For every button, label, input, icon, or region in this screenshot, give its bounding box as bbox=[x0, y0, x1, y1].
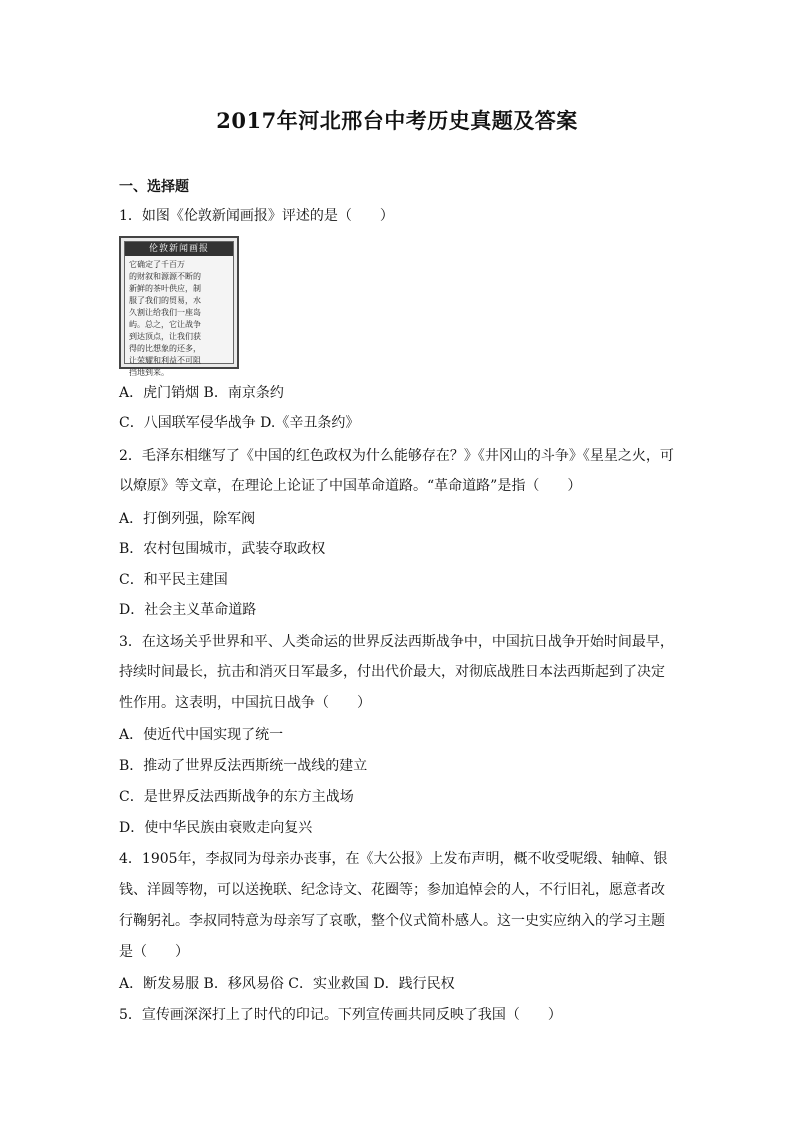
newspaper-clipping-image bbox=[119, 236, 239, 377]
question-1-option: C．八国联军侵华战争 D.《辛丑条约》 bbox=[119, 415, 360, 431]
clipping-line: 服了我们的贸易，水 bbox=[129, 296, 201, 305]
question-2-option: A．打倒列强，除军阀 bbox=[119, 511, 256, 527]
clipping-line: 挡地到来。 bbox=[129, 368, 169, 377]
question-2-option: B．农村包围城市，武装夺取政权 bbox=[119, 541, 326, 557]
clipping-line: 到达顶点，让我们获 bbox=[129, 332, 201, 341]
question-2-option: C．和平民主建国 bbox=[119, 572, 228, 588]
question-2-option: D．社会主义革命道路 bbox=[119, 602, 257, 618]
clipping-line: 的财叙和源源不断的 bbox=[129, 272, 201, 281]
page-title: 2017年河北邢台中考历史真题及答案 bbox=[216, 108, 578, 133]
clipping-line: 屿。总之，它让战争 bbox=[129, 320, 201, 329]
question-1-option: A．虎门销烟 B．南京条约 bbox=[119, 385, 284, 401]
clipping-line: 得的比想象的还多， bbox=[129, 344, 201, 353]
clipping-line: 它确定了千百万 bbox=[129, 260, 185, 269]
question-3-stem-line: 持续时间最长，抗击和消灭日军最多，付出代价最大，对彻底战胜日本法西斯起到了决定 bbox=[119, 664, 665, 680]
clipping-line: 久割让给我们一座岛 bbox=[129, 308, 201, 317]
question-3-option: A．使近代中国实现了统一 bbox=[119, 727, 284, 743]
question-5-stem: 5．宣传画深深打上了时代的印记。下列宣传画共同反映了我国（ ） bbox=[119, 1007, 562, 1023]
question-2-stem-line: 以燎原》等文章，在理论上论证了中国革命道路。“革命道路”是指（ ） bbox=[119, 478, 582, 494]
question-4-option: A．断发易服 B．移风易俗 C．实业救国 D．践行民权 bbox=[119, 976, 455, 992]
question-3-option: C．是世界反法西斯战争的东方主战场 bbox=[119, 789, 354, 805]
clipping-header: 伦敦新闻画报 bbox=[125, 242, 233, 256]
question-4-stem-line: 行鞠躬礼。李叔同特意为母亲写了哀歌，整个仪式简朴感人。这一史实应纳入的学习主题 bbox=[119, 913, 665, 929]
clipping-text bbox=[125, 256, 233, 379]
question-3-option: B．推动了世界反法西斯统一战线的建立 bbox=[119, 758, 368, 774]
question-3-stem-line: 性作用。这表明，中国抗日战争（ ） bbox=[119, 695, 371, 711]
question-3-stem-line: 3．在这场关乎世界和平、人类命运的世界反法西斯战争中，中国抗日战争开始时间最早， bbox=[119, 634, 674, 650]
question-2-stem-line: 2．毛泽东相继写了《中国的红色政权为什么能够存在？》《井冈山的斗争》《星星之火，可 bbox=[119, 448, 674, 464]
question-4-stem-line: 4．1905年，李叔同为母亲办丧事，在《大公报》上发布声明，概不收受呢缎、轴幛、银 bbox=[119, 851, 668, 867]
clipping-line: 让荣耀和利益不可阻 bbox=[129, 356, 201, 365]
question-3-option: D．使中华民族由衰败走向复兴 bbox=[119, 820, 313, 836]
question-4-stem-line: 是（ ） bbox=[119, 944, 189, 960]
clipping-line: 新鲜的茶叶供应，制 bbox=[129, 284, 201, 293]
section-heading: 一、选择题 bbox=[119, 179, 189, 195]
question-4-stem-line: 钱、洋圆等物，可以送挽联、纪念诗文、花圈等；参加追悼会的人，不行旧礼，愿意者改 bbox=[119, 882, 665, 898]
question-1-stem: 1．如图《伦敦新闻画报》评述的是（ ） bbox=[119, 208, 394, 224]
